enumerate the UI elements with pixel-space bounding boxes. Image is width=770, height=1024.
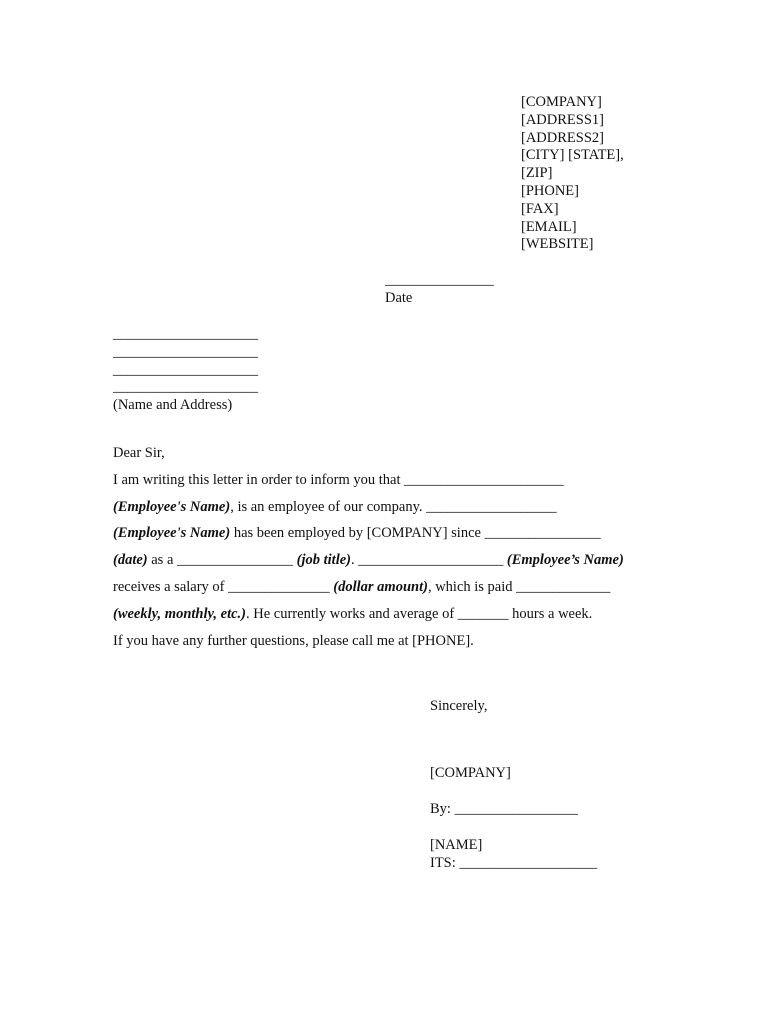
recipient-label: (Name and Address) xyxy=(113,397,233,414)
closing-text: Sincerely, xyxy=(430,698,488,714)
sender-phone: [PHONE] xyxy=(521,182,579,199)
sender-company: [COMPANY] xyxy=(521,94,602,110)
body-line-3 xyxy=(113,520,624,547)
sender-address1: [ADDRESS1] xyxy=(521,111,604,128)
date-placeholder: (date) xyxy=(113,552,148,569)
signature-company xyxy=(430,765,511,783)
signature-by xyxy=(430,801,578,819)
sender-city-state: [CITY] [STATE], xyxy=(521,147,624,164)
body-text-6: . He currently works and average of _______ hours a week. xyxy=(246,605,593,622)
pay-frequency-placeholder: (weekly, monthly, etc.) xyxy=(113,605,247,622)
body-text-5a: receives a salary of ______________ xyxy=(113,578,334,595)
body-text-1: I am writing this letter in order to inform you that ______________________ xyxy=(113,471,564,488)
body-line-6 xyxy=(113,601,624,628)
date-blank-line: _______________ xyxy=(385,272,494,288)
body-text-7: If you have any further questions, please call me at [PHONE]. xyxy=(113,632,474,649)
date-block xyxy=(385,272,494,308)
body-text-4a: as a ________________ xyxy=(147,552,297,569)
body-line-5 xyxy=(113,574,624,601)
letter-body xyxy=(113,440,624,654)
sender-address2: [ADDRESS2] xyxy=(521,129,604,146)
sender-fax: [FAX] xyxy=(521,200,559,217)
employee-name-placeholder: (Employee's Name) xyxy=(113,525,231,542)
closing xyxy=(430,698,487,716)
employee-name-placeholder: (Employee’s Name) xyxy=(506,552,624,569)
date-label: Date xyxy=(385,289,413,306)
salutation: Dear Sir, xyxy=(113,445,165,461)
body-text-4b: . ____________________ xyxy=(351,552,507,569)
signature-by-line: By: _________________ xyxy=(430,801,578,817)
sender-address-block xyxy=(521,94,624,254)
body-text-3: has been employed by [COMPANY] since ________________ xyxy=(230,525,601,542)
dollar-amount-placeholder: (dollar amount) xyxy=(333,578,428,595)
employee-name-placeholder: (Employee's Name) xyxy=(113,498,231,515)
signature-company-text: [COMPANY] xyxy=(430,765,511,781)
signature-its-line: ITS: ___________________ xyxy=(430,854,598,871)
signature-name-block xyxy=(430,837,597,873)
sender-email: [EMAIL] xyxy=(521,218,577,235)
job-title-placeholder: (job title) xyxy=(296,552,352,569)
sender-zip: [ZIP] xyxy=(521,165,553,182)
body-text-5b: , which is paid _____________ xyxy=(427,578,611,595)
recipient-blank-line-3: ____________________ xyxy=(113,361,258,378)
recipient-blank-line-1: ____________________ xyxy=(113,326,258,342)
recipient-block xyxy=(113,326,258,415)
body-text-2: , is an employee of our company. __________________ xyxy=(230,498,557,515)
signature-name: [NAME] xyxy=(430,837,483,853)
recipient-blank-line-4: ____________________ xyxy=(113,379,258,396)
body-line-7 xyxy=(113,628,624,655)
body-line-1 xyxy=(113,467,624,494)
recipient-blank-line-2: ____________________ xyxy=(113,343,258,360)
body-line-4 xyxy=(113,547,624,574)
body-line-2 xyxy=(113,494,624,521)
sender-website: [WEBSITE] xyxy=(521,236,594,253)
